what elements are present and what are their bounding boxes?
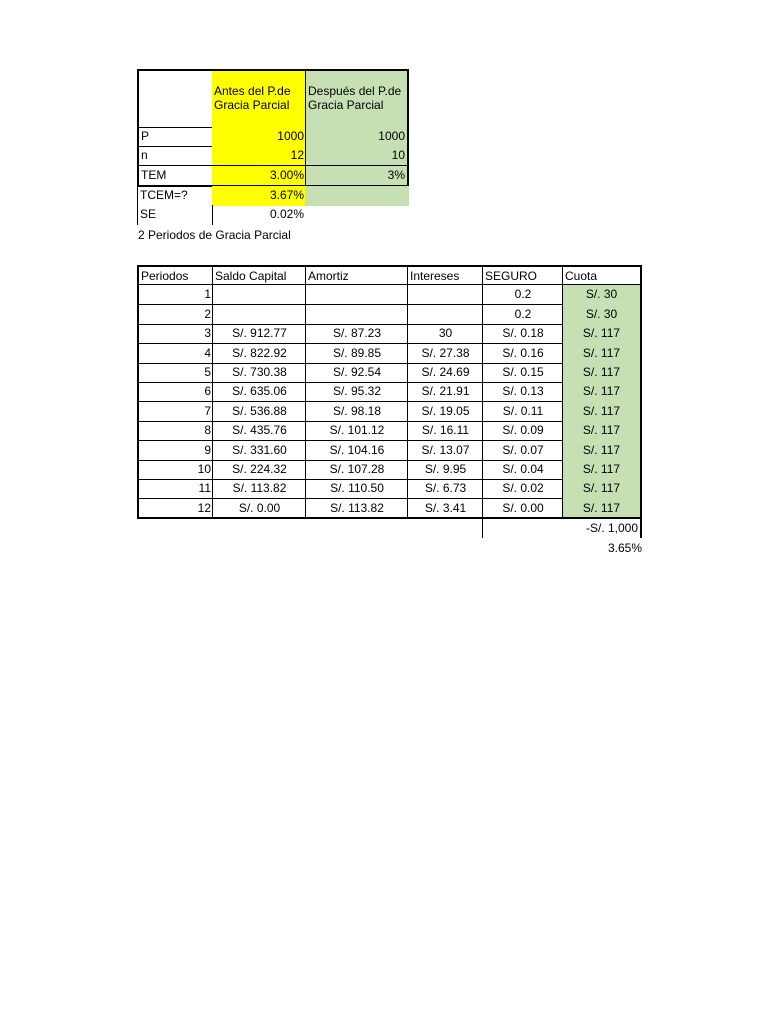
cell-seguro[interactable]: S/. 0.04 xyxy=(482,460,563,480)
cell-periodo[interactable]: 6 xyxy=(137,382,213,402)
cell-cuota[interactable]: S/. 117 xyxy=(562,460,642,480)
column-header-amortiz[interactable]: Amortiz xyxy=(305,265,408,285)
cell-seguro[interactable]: S/. 0.00 xyxy=(482,498,563,519)
cell-saldo-capital[interactable]: S/. 113.82 xyxy=(212,479,306,499)
cell-intereses[interactable]: S/. 21.91 xyxy=(407,382,483,402)
column-header-cuota[interactable]: Cuota xyxy=(562,265,642,285)
cell-intereses[interactable]: S/. 6.73 xyxy=(407,479,483,499)
param-after-tem[interactable]: 3% xyxy=(305,166,409,187)
cell-amortiz[interactable] xyxy=(305,304,408,325)
cell-amortiz[interactable]: S/. 95.32 xyxy=(305,382,408,402)
cell-amortiz[interactable]: S/. 87.23 xyxy=(305,324,408,344)
params-corner-cell[interactable] xyxy=(137,69,213,128)
grace-period-note: 2 Periodos de Gracia Parcial xyxy=(138,228,291,242)
cell-saldo-capital[interactable]: S/. 635.06 xyxy=(212,382,306,402)
cell-seguro[interactable]: S/. 0.13 xyxy=(482,382,563,402)
cell-amortiz[interactable]: S/. 92.54 xyxy=(305,363,408,383)
cell-cuota[interactable]: S/. 117 xyxy=(562,421,642,441)
cell-saldo-capital[interactable]: S/. 435.76 xyxy=(212,421,306,441)
cell-intereses[interactable]: S/. 24.69 xyxy=(407,363,483,383)
column-header-seguro[interactable]: SEGURO xyxy=(482,265,563,285)
cell-periodo[interactable]: 1 xyxy=(137,285,213,305)
cell-intereses[interactable]: S/. 27.38 xyxy=(407,343,483,364)
cell-amortiz[interactable]: S/. 110.50 xyxy=(305,479,408,499)
cell-cuota[interactable]: S/. 117 xyxy=(562,498,642,519)
param-after-n[interactable]: 10 xyxy=(305,146,409,166)
param-before-se[interactable]: 0.02% xyxy=(269,207,304,221)
cell-seguro[interactable]: 0.2 xyxy=(482,304,563,325)
cell-saldo-capital[interactable]: S/. 0.00 xyxy=(212,498,306,519)
schedule-rate-value: 3.65% xyxy=(607,541,642,555)
column-header-periodo[interactable]: Periodos xyxy=(137,265,213,285)
cell-intereses[interactable]: 30 xyxy=(407,324,483,344)
cell-seguro[interactable]: S/. 0.02 xyxy=(482,479,563,499)
cell-intereses[interactable]: S/. 9.95 xyxy=(407,460,483,480)
schedule-total-cell[interactable]: -S/. 1,000 xyxy=(562,518,642,538)
cell-seguro[interactable]: 0.2 xyxy=(482,285,563,305)
cell-amortiz[interactable]: S/. 107.28 xyxy=(305,460,408,480)
cell-seguro[interactable]: S/. 0.18 xyxy=(482,324,563,344)
cell-cuota[interactable]: S/. 117 xyxy=(562,363,642,383)
cell-cuota[interactable]: S/. 117 xyxy=(562,479,642,499)
cell-seguro[interactable]: S/. 0.07 xyxy=(482,440,563,461)
cell-saldo-capital[interactable]: S/. 224.32 xyxy=(212,460,306,480)
cell-cuota[interactable]: S/. 117 xyxy=(562,401,642,422)
cell-intereses[interactable]: S/. 13.07 xyxy=(407,440,483,461)
cell-periodo[interactable]: 2 xyxy=(137,304,213,325)
param-label-tem[interactable]: TEM xyxy=(137,166,213,187)
cell-cuota[interactable]: S/. 117 xyxy=(562,324,642,344)
schedule-footer-divider xyxy=(482,518,483,538)
cell-periodo[interactable]: 5 xyxy=(137,363,213,383)
column-header-saldo-capital[interactable]: Saldo Capital xyxy=(212,265,306,285)
cell-amortiz[interactable]: S/. 104.16 xyxy=(305,440,408,461)
cell-cuota[interactable]: S/. 117 xyxy=(562,343,642,364)
cell-saldo-capital[interactable]: S/. 331.60 xyxy=(212,440,306,461)
column-header-intereses[interactable]: Intereses xyxy=(407,265,483,285)
cell-saldo-capital[interactable] xyxy=(212,304,306,325)
cell-cuota[interactable]: S/. 30 xyxy=(562,285,642,305)
cell-cuota[interactable]: S/. 30 xyxy=(562,304,642,325)
cell-periodo[interactable]: 8 xyxy=(137,421,213,441)
cell-periodo[interactable]: 3 xyxy=(137,324,213,344)
param-before-n[interactable]: 12 xyxy=(212,146,306,166)
param-label-p[interactable]: P xyxy=(137,127,213,147)
cell-amortiz[interactable] xyxy=(305,285,408,305)
param-label-n[interactable]: n xyxy=(137,146,213,166)
param-before-tem[interactable]: 3.00% xyxy=(212,166,306,187)
cell-periodo[interactable]: 4 xyxy=(137,343,213,364)
cell-saldo-capital[interactable]: S/. 822.92 xyxy=(212,343,306,364)
cell-amortiz[interactable]: S/. 113.82 xyxy=(305,498,408,519)
param-before-p[interactable]: 1000 xyxy=(212,127,306,147)
cell-saldo-capital[interactable] xyxy=(212,285,306,305)
cell-intereses[interactable]: S/. 19.05 xyxy=(407,401,483,422)
param-after-p[interactable]: 1000 xyxy=(305,127,409,147)
params-header-after[interactable]: Después del P.de Gracia Parcial xyxy=(305,69,409,128)
cell-saldo-capital[interactable]: S/. 912.77 xyxy=(212,324,306,344)
cell-saldo-capital[interactable]: S/. 536.88 xyxy=(212,401,306,422)
cell-saldo-capital[interactable]: S/. 730.38 xyxy=(212,363,306,383)
cell-periodo[interactable]: 11 xyxy=(137,479,213,499)
cell-intereses[interactable] xyxy=(407,285,483,305)
params-header-before[interactable]: Antes del P.de Gracia Parcial xyxy=(212,69,306,128)
cell-intereses[interactable]: S/. 16.11 xyxy=(407,421,483,441)
cell-intereses[interactable] xyxy=(407,304,483,325)
cell-cuota[interactable]: S/. 117 xyxy=(562,440,642,461)
cell-periodo[interactable]: 7 xyxy=(137,401,213,422)
cell-seguro[interactable]: S/. 0.15 xyxy=(482,363,563,383)
cell-seguro[interactable]: S/. 0.16 xyxy=(482,343,563,364)
cell-cuota[interactable]: S/. 117 xyxy=(562,382,642,402)
cell-amortiz[interactable]: S/. 98.18 xyxy=(305,401,408,422)
cell-intereses[interactable]: S/. 3.41 xyxy=(407,498,483,519)
cell-periodo[interactable]: 12 xyxy=(137,498,213,519)
param-label-se[interactable]: SE xyxy=(137,205,213,225)
cell-periodo[interactable]: 10 xyxy=(137,460,213,480)
cell-seguro[interactable]: S/. 0.11 xyxy=(482,401,563,422)
param-label-tcem[interactable]: TCEM=? xyxy=(137,186,213,206)
cell-periodo[interactable]: 9 xyxy=(137,440,213,461)
param-after-tcem[interactable] xyxy=(305,186,409,206)
cell-amortiz[interactable]: S/. 101.12 xyxy=(305,421,408,441)
param-before-tcem[interactable]: 3.67% xyxy=(212,186,306,206)
cell-amortiz[interactable]: S/. 89.85 xyxy=(305,343,408,364)
cell-seguro[interactable]: S/. 0.09 xyxy=(482,421,563,441)
